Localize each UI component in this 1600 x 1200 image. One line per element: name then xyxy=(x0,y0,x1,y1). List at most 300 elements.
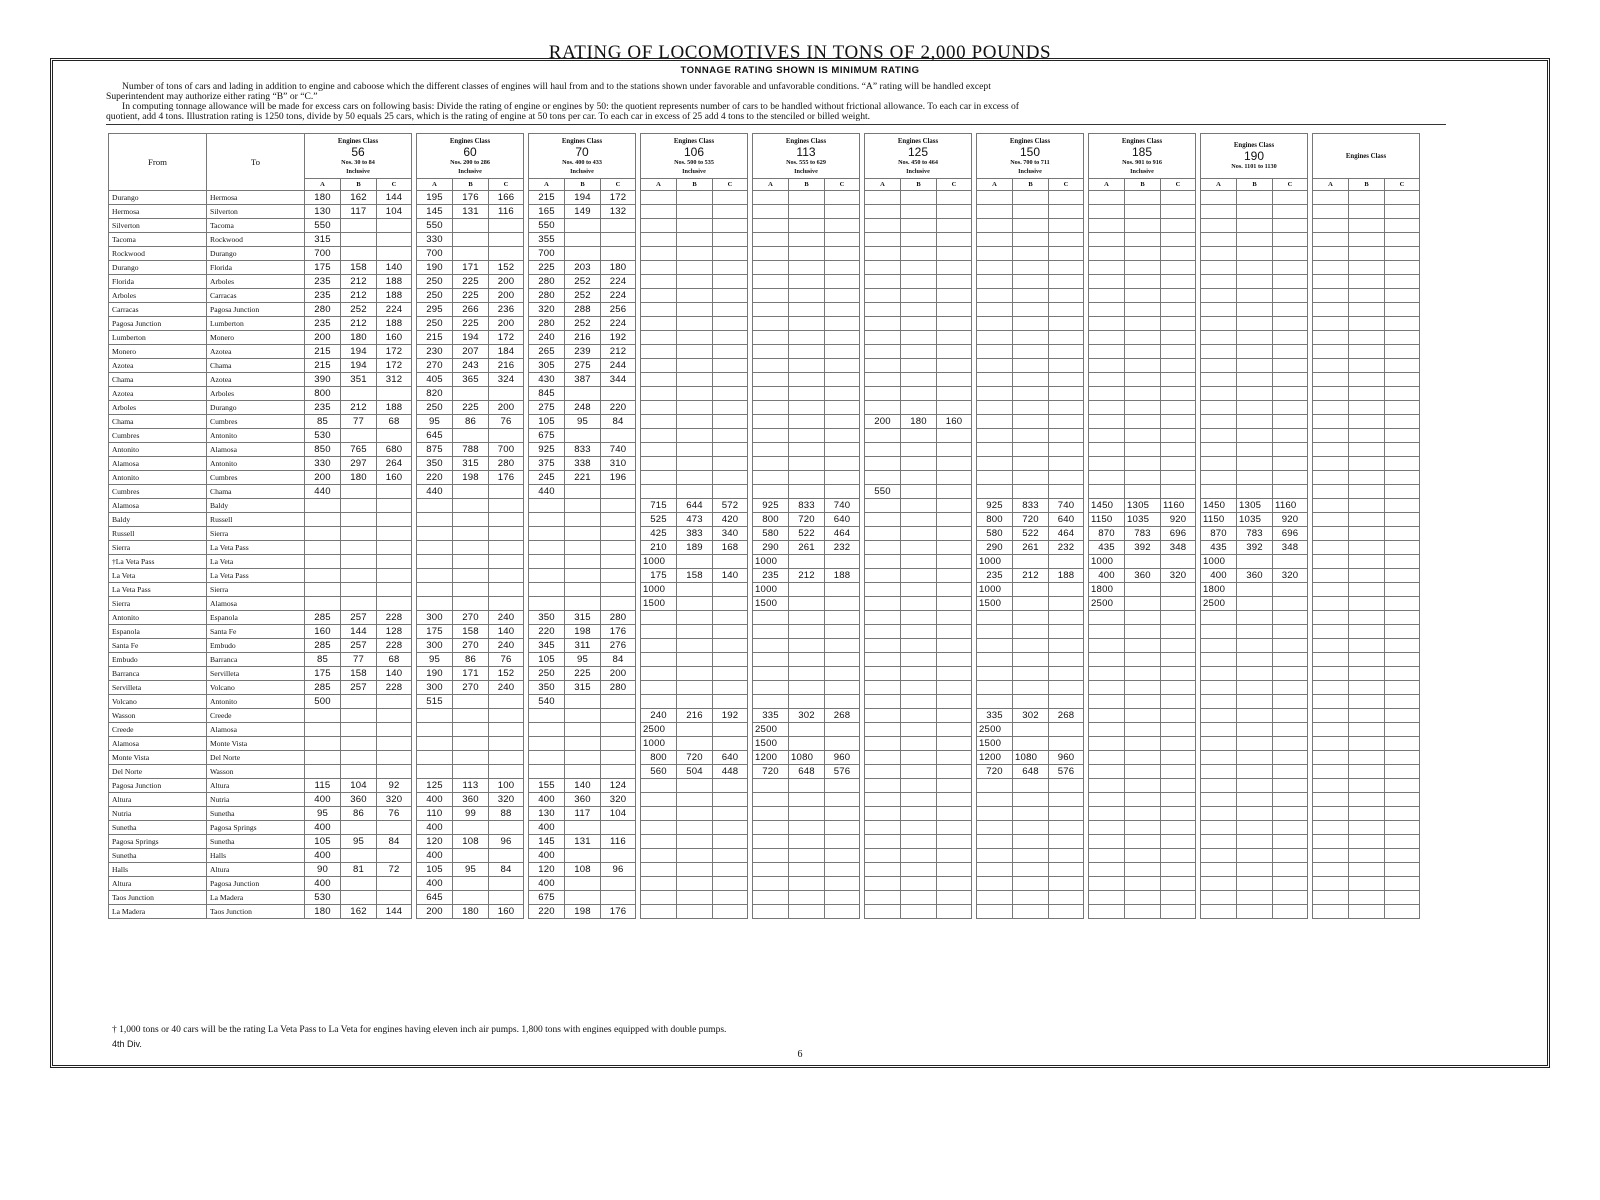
rating-cell xyxy=(1349,737,1385,751)
rating-cell xyxy=(1089,695,1125,709)
rating-cell: 235 xyxy=(305,317,341,331)
division-label: 4th Div. xyxy=(112,1039,142,1049)
rating-cell xyxy=(529,751,565,765)
rating-cell: 180 xyxy=(601,261,636,275)
rating-cell xyxy=(713,485,748,499)
rating-cell: 120 xyxy=(529,863,565,877)
rating-cell xyxy=(565,709,601,723)
rating-cell xyxy=(825,793,860,807)
rating-cell xyxy=(1049,877,1084,891)
table-row xyxy=(109,289,1420,303)
rating-cell xyxy=(305,583,341,597)
rating-cell: 252 xyxy=(565,317,601,331)
rating-cell xyxy=(1125,583,1161,597)
rating-cell: 95 xyxy=(453,863,489,877)
rating-cell xyxy=(1201,191,1237,205)
to-station: Cumbres xyxy=(207,415,305,429)
rating-cell xyxy=(565,387,601,401)
engine-inclusive: Inclusive xyxy=(458,167,482,175)
rating-cell xyxy=(1313,639,1349,653)
rating-cell xyxy=(417,583,453,597)
rating-cell xyxy=(901,373,937,387)
rating-cell xyxy=(937,555,972,569)
rating-cell xyxy=(677,611,713,625)
rating-cell xyxy=(1273,555,1308,569)
rating-cell xyxy=(565,429,601,443)
rating-cell xyxy=(1125,765,1161,779)
rating-cell xyxy=(713,807,748,821)
rating-cell xyxy=(1161,359,1196,373)
rating-cell xyxy=(1125,625,1161,639)
rating-cell xyxy=(1273,373,1308,387)
rating-cell xyxy=(641,681,677,695)
rating-cell: 310 xyxy=(601,457,636,471)
rating-cell xyxy=(789,667,825,681)
table-row xyxy=(109,681,1420,695)
rating-cell xyxy=(713,849,748,863)
rating-cell: 95 xyxy=(417,653,453,667)
rating-cell xyxy=(677,401,713,415)
rating-cell xyxy=(601,527,636,541)
rating-cell xyxy=(713,373,748,387)
rating-cell: 113 xyxy=(453,779,489,793)
from-station: Florida xyxy=(109,275,207,289)
rating-cell xyxy=(753,905,789,919)
rating-cell xyxy=(713,275,748,289)
rating-cell xyxy=(1313,471,1349,485)
rating-cell xyxy=(825,443,860,457)
rating-cell: 144 xyxy=(377,905,412,919)
rating-cell xyxy=(1273,625,1308,639)
rating-cell xyxy=(1161,429,1196,443)
rating-cell xyxy=(1013,653,1049,667)
rating-cell: 248 xyxy=(565,401,601,415)
rating-cell xyxy=(1349,695,1385,709)
rating-cell xyxy=(753,205,789,219)
rating-cell: 196 xyxy=(601,471,636,485)
rating-cell xyxy=(565,821,601,835)
rating-cell xyxy=(901,583,937,597)
rating-cell xyxy=(1049,359,1084,373)
rating-cell xyxy=(789,387,825,401)
rating-cell xyxy=(789,261,825,275)
rating-cell xyxy=(565,513,601,527)
rating-cell xyxy=(825,835,860,849)
rating-cell: 195 xyxy=(417,191,453,205)
from-station: Alamosa xyxy=(109,457,207,471)
from-station: Russell xyxy=(109,527,207,541)
rating-cell xyxy=(677,457,713,471)
from-station: Santa Fe xyxy=(109,639,207,653)
rating-cell xyxy=(641,429,677,443)
rating-cell xyxy=(977,317,1013,331)
table-row xyxy=(109,695,1420,709)
rating-cell: 392 xyxy=(1237,541,1273,555)
rating-cell: 375 xyxy=(529,457,565,471)
rating-cell xyxy=(1013,331,1049,345)
rating-cell xyxy=(601,849,636,863)
rating-cell xyxy=(713,555,748,569)
rating-cell xyxy=(937,303,972,317)
rating-cell xyxy=(305,751,341,765)
from-station: Nutria xyxy=(109,807,207,821)
rating-cell xyxy=(901,247,937,261)
rating-cell xyxy=(901,597,937,611)
rating-cell: 68 xyxy=(377,415,412,429)
rating-cell xyxy=(1237,485,1273,499)
rating-cell: 81 xyxy=(341,863,377,877)
rating-cell xyxy=(1161,303,1196,317)
rating-cell xyxy=(1125,709,1161,723)
rating-cell xyxy=(1273,891,1308,905)
to-station: Altura xyxy=(207,863,305,877)
rating-cell xyxy=(529,541,565,555)
rating-cell xyxy=(1049,891,1084,905)
rating-cell xyxy=(1201,709,1237,723)
engine-class-number: 150 xyxy=(1019,144,1041,159)
rating-cell: 264 xyxy=(377,457,412,471)
to-station: Chama xyxy=(207,359,305,373)
rating-cell: 800 xyxy=(977,513,1013,527)
rating-cell: 131 xyxy=(453,205,489,219)
rating-cell xyxy=(825,457,860,471)
rating-cell xyxy=(1161,751,1196,765)
rating-letter-cell: A xyxy=(417,179,453,191)
rating-cell xyxy=(529,555,565,569)
from-station: Taos Junction xyxy=(109,891,207,905)
rating-cell: 302 xyxy=(789,709,825,723)
rating-cell: 315 xyxy=(453,457,489,471)
rating-cell xyxy=(789,625,825,639)
rating-cell xyxy=(1237,821,1273,835)
rating-cell: 280 xyxy=(305,303,341,317)
rating-letter-cell: B xyxy=(789,179,825,191)
rating-cell xyxy=(1349,499,1385,513)
rating-cell: 640 xyxy=(825,513,860,527)
rating-cell xyxy=(1273,821,1308,835)
rating-cell xyxy=(1385,289,1420,303)
footnote: † 1,000 tons or 40 cars will be the rating La Veta Pass to La Veta for engines having eleven inch air pumps. 1,800 tons with engines equipped with double pumps. xyxy=(112,1025,727,1035)
rating-cell xyxy=(789,289,825,303)
rating-cell xyxy=(341,555,377,569)
from-station: Sierra xyxy=(109,541,207,555)
rating-cell xyxy=(753,681,789,695)
rating-cell xyxy=(1313,401,1349,415)
rating-cell: 530 xyxy=(305,429,341,443)
rating-cell xyxy=(753,289,789,303)
rating-cell xyxy=(937,751,972,765)
intro-line-1: Number of tons of cars and lading in addition to engine and caboose which the different classes of engines will haul from and to the stations shown under favorable and unfavorable conditions. “A” rating will be handled except xyxy=(122,81,991,92)
rating-cell xyxy=(1313,667,1349,681)
rating-cell xyxy=(377,877,412,891)
rating-cell xyxy=(1201,261,1237,275)
rating-cell xyxy=(1385,905,1420,919)
rating-cell: 288 xyxy=(565,303,601,317)
rating-cell xyxy=(937,611,972,625)
table-row xyxy=(109,443,1420,457)
rating-cell xyxy=(1049,331,1084,345)
rating-cell xyxy=(1161,233,1196,247)
rating-cell xyxy=(901,863,937,877)
rating-cell xyxy=(1013,387,1049,401)
rating-cell: 132 xyxy=(601,205,636,219)
rating-cell xyxy=(417,569,453,583)
rating-cell xyxy=(1049,233,1084,247)
rating-cell xyxy=(1161,849,1196,863)
to-station: Carracas xyxy=(207,289,305,303)
rating-cell xyxy=(937,485,972,499)
rating-cell: 216 xyxy=(489,359,524,373)
rating-letter-cell: C xyxy=(1049,179,1084,191)
rating-cell xyxy=(901,219,937,233)
rating-cell xyxy=(937,289,972,303)
rating-cell xyxy=(977,247,1013,261)
rating-cell xyxy=(1385,863,1420,877)
rating-cell xyxy=(453,737,489,751)
rating-cell: 870 xyxy=(1089,527,1125,541)
rating-cell xyxy=(677,793,713,807)
engine-numbers: Nos. 555 to 629 xyxy=(786,158,826,166)
rating-cell xyxy=(1273,695,1308,709)
rating-cell xyxy=(565,583,601,597)
rating-cell xyxy=(713,695,748,709)
rating-cell xyxy=(641,303,677,317)
rating-cell: 160 xyxy=(377,471,412,485)
rating-cell xyxy=(937,429,972,443)
rating-cell xyxy=(677,205,713,219)
rating-letter-cell: C xyxy=(601,179,636,191)
rating-cell xyxy=(753,345,789,359)
rating-cell xyxy=(417,527,453,541)
rating-cell xyxy=(1013,639,1049,653)
rating-cell xyxy=(1089,205,1125,219)
table-row xyxy=(109,513,1420,527)
rating-cell: 76 xyxy=(489,653,524,667)
rating-cell xyxy=(1013,905,1049,919)
rating-cell xyxy=(1049,737,1084,751)
rating-cell: 550 xyxy=(529,219,565,233)
rating-cell xyxy=(901,359,937,373)
rating-cell xyxy=(1013,261,1049,275)
rating-cell xyxy=(641,807,677,821)
rating-cell xyxy=(641,471,677,485)
rating-cell xyxy=(865,219,901,233)
rating-cell xyxy=(901,737,937,751)
rating-cell xyxy=(1313,457,1349,471)
rating-cell xyxy=(1125,611,1161,625)
rating-cell xyxy=(1013,471,1049,485)
rating-cell xyxy=(1089,457,1125,471)
rating-cell xyxy=(1089,275,1125,289)
rating-cell xyxy=(601,765,636,779)
rating-cell xyxy=(341,219,377,233)
to-station: Barranca xyxy=(207,653,305,667)
rating-cell xyxy=(377,387,412,401)
from-station: La Veta Pass xyxy=(109,583,207,597)
rating-cell xyxy=(565,499,601,513)
rating-cell: 348 xyxy=(1273,541,1308,555)
rating-cell xyxy=(1125,373,1161,387)
rating-cell xyxy=(1013,303,1049,317)
rating-cell xyxy=(789,303,825,317)
rating-cell xyxy=(713,331,748,345)
rating-cell: 228 xyxy=(377,681,412,695)
from-station: Monte Vista xyxy=(109,751,207,765)
rating-cell xyxy=(677,303,713,317)
rating-cell xyxy=(1161,667,1196,681)
rating-cell xyxy=(1237,401,1273,415)
rating-cell xyxy=(901,527,937,541)
rating-cell xyxy=(1385,485,1420,499)
rating-cell: 116 xyxy=(601,835,636,849)
rating-cell: 256 xyxy=(601,303,636,317)
rating-cell xyxy=(1313,569,1349,583)
rating-cell: 1200 xyxy=(753,751,789,765)
rating-cell xyxy=(977,793,1013,807)
rating-cell xyxy=(1313,779,1349,793)
rating-letter-cell: A xyxy=(305,179,341,191)
engines-class-label: Engines Class xyxy=(897,137,939,145)
rating-cell xyxy=(1125,317,1161,331)
rating-cell xyxy=(453,891,489,905)
rating-cell xyxy=(789,835,825,849)
rating-cell: 648 xyxy=(1013,765,1049,779)
rating-cell: 152 xyxy=(489,261,524,275)
table-row xyxy=(109,863,1420,877)
rating-cell xyxy=(753,359,789,373)
rating-cell: 172 xyxy=(601,191,636,205)
rating-cell xyxy=(305,723,341,737)
rating-letter-cell: A xyxy=(1313,179,1349,191)
rating-cell xyxy=(825,863,860,877)
rating-cell xyxy=(529,765,565,779)
rating-cell xyxy=(1385,737,1420,751)
rating-cell: 86 xyxy=(453,415,489,429)
from-station: Carracas xyxy=(109,303,207,317)
rating-cell xyxy=(713,471,748,485)
rating-cell xyxy=(1313,289,1349,303)
from-station: Hermosa xyxy=(109,205,207,219)
rating-cell: 315 xyxy=(565,611,601,625)
rating-cell xyxy=(713,429,748,443)
rating-cell: 108 xyxy=(565,863,601,877)
rating-cell xyxy=(1273,345,1308,359)
rating-cell: 192 xyxy=(713,709,748,723)
rating-cell xyxy=(305,541,341,555)
rating-cell xyxy=(1089,835,1125,849)
rating-cell xyxy=(677,373,713,387)
rating-cell: 350 xyxy=(417,457,453,471)
rating-cell xyxy=(417,499,453,513)
to-station: Volcano xyxy=(207,681,305,695)
rating-cell xyxy=(1349,625,1385,639)
rating-cell: 680 xyxy=(377,443,412,457)
rating-cell: 215 xyxy=(305,345,341,359)
rating-cell: 300 xyxy=(417,611,453,625)
engine-numbers: Nos. 700 to 711 xyxy=(1010,158,1050,166)
rating-cell xyxy=(1349,681,1385,695)
rating-cell xyxy=(865,597,901,611)
rating-cell xyxy=(937,373,972,387)
rating-cell xyxy=(1049,807,1084,821)
rating-cell xyxy=(977,443,1013,457)
rating-cell xyxy=(641,415,677,429)
rating-cell: 820 xyxy=(417,387,453,401)
to-station: Alamosa xyxy=(207,723,305,737)
rating-cell xyxy=(1313,527,1349,541)
rating-cell xyxy=(1385,569,1420,583)
rating-cell: 180 xyxy=(305,905,341,919)
rating-cell: 166 xyxy=(489,191,524,205)
rating-cell xyxy=(1273,471,1308,485)
rating-cell: 158 xyxy=(341,261,377,275)
rating-cell xyxy=(1273,849,1308,863)
rating-cell xyxy=(977,233,1013,247)
from-station: Lumberton xyxy=(109,331,207,345)
rating-cell xyxy=(977,415,1013,429)
rating-cell xyxy=(937,639,972,653)
rating-cell: 95 xyxy=(417,415,453,429)
rating-cell: 235 xyxy=(305,401,341,415)
rating-cell xyxy=(1201,485,1237,499)
rating-cell: 1500 xyxy=(977,737,1013,751)
rating-cell xyxy=(1385,513,1420,527)
rating-cell xyxy=(1273,583,1308,597)
rating-cell: 200 xyxy=(601,667,636,681)
rating-cell xyxy=(677,415,713,429)
rating-cell xyxy=(825,233,860,247)
rating-cell xyxy=(1089,233,1125,247)
rating-cell xyxy=(341,751,377,765)
rating-cell xyxy=(1237,835,1273,849)
rating-cell: 184 xyxy=(489,345,524,359)
rating-cell xyxy=(1313,555,1349,569)
rating-cell xyxy=(1273,261,1308,275)
rating-cell xyxy=(1049,247,1084,261)
rating-cell xyxy=(1049,611,1084,625)
to-station: Halls xyxy=(207,849,305,863)
rating-cell: 275 xyxy=(565,359,601,373)
rating-cell xyxy=(1089,807,1125,821)
rating-cell xyxy=(937,597,972,611)
rating-cell xyxy=(865,513,901,527)
engine-inclusive: Inclusive xyxy=(906,167,930,175)
rating-cell xyxy=(1089,849,1125,863)
rating-cell xyxy=(865,443,901,457)
rating-cell xyxy=(1201,835,1237,849)
rating-cell: 176 xyxy=(601,625,636,639)
rating-cell: 212 xyxy=(601,345,636,359)
from-station: Wasson xyxy=(109,709,207,723)
rating-cell xyxy=(341,709,377,723)
rating-cell xyxy=(1125,261,1161,275)
rating-cell xyxy=(753,625,789,639)
rating-cell xyxy=(1125,345,1161,359)
rating-cell: 108 xyxy=(453,835,489,849)
rating-cell xyxy=(1349,443,1385,457)
rating-cell xyxy=(305,513,341,527)
rating-cell xyxy=(977,387,1013,401)
rating-cell xyxy=(789,331,825,345)
rating-cell xyxy=(1013,415,1049,429)
rating-cell xyxy=(529,597,565,611)
rating-cell xyxy=(1125,793,1161,807)
rating-cell xyxy=(677,219,713,233)
from-station: Arboles xyxy=(109,401,207,415)
rating-cell: 252 xyxy=(565,289,601,303)
to-station: Del Norte xyxy=(207,751,305,765)
rating-cell xyxy=(1049,443,1084,457)
